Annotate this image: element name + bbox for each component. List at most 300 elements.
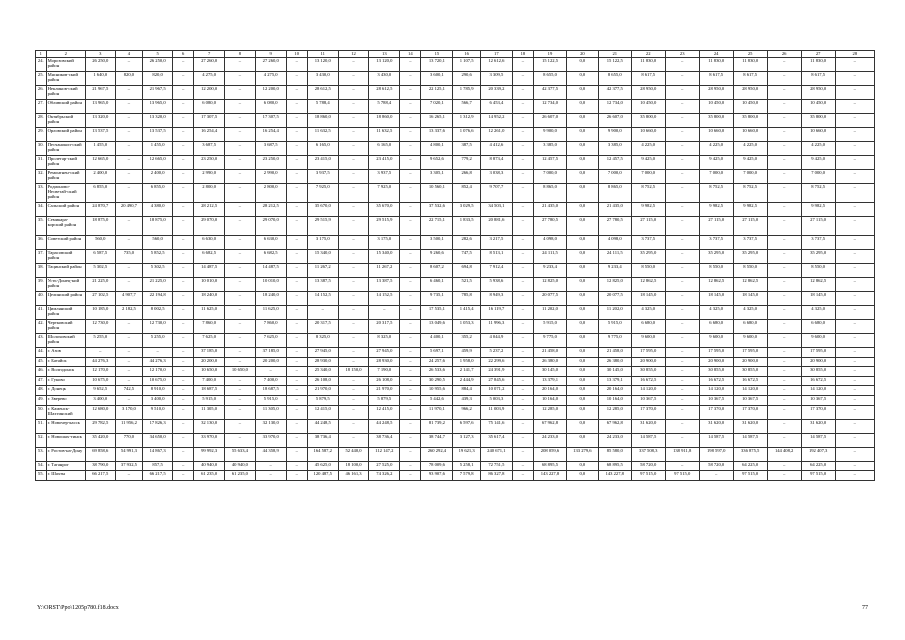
table-cell: – bbox=[400, 433, 421, 447]
table-cell: 21 967,5 bbox=[85, 86, 115, 100]
table-cell: 5 255,0 bbox=[143, 334, 173, 348]
district-name: Семикара-корский район bbox=[46, 217, 85, 236]
table-cell: – bbox=[225, 217, 256, 236]
table-cell: 29 070,0 bbox=[255, 217, 286, 236]
table-cell: 10 367,5 bbox=[733, 395, 767, 405]
table-cell: 820,0 bbox=[115, 72, 143, 86]
table-cell: – bbox=[338, 357, 369, 367]
table-cell: 2 141,7 bbox=[453, 367, 481, 377]
table-cell: 11 202,0 bbox=[534, 306, 567, 320]
table-cell: 18 860,0 bbox=[369, 114, 400, 128]
table-cell: 7 579,8 bbox=[453, 471, 481, 481]
table-row bbox=[36, 405, 875, 419]
table-cell: – bbox=[369, 306, 400, 320]
table-cell: – bbox=[225, 250, 256, 264]
table-cell: 10 955,6 bbox=[421, 386, 453, 396]
table-cell: – bbox=[338, 376, 369, 386]
table-cell: – bbox=[512, 405, 533, 419]
table-cell: 11 996,3 bbox=[480, 320, 512, 334]
table-cell: 8 752,5 bbox=[631, 184, 665, 203]
table-cell: 16 254,4 bbox=[194, 128, 225, 142]
table-cell: 19 621,3 bbox=[453, 447, 481, 461]
column-number: 23 bbox=[665, 51, 699, 58]
table-cell: 21 225,0 bbox=[143, 278, 173, 292]
table-cell: – bbox=[286, 142, 307, 156]
table-cell: – bbox=[225, 156, 256, 170]
table-cell: 14 867,3 bbox=[143, 447, 173, 461]
table-cell: – bbox=[115, 278, 143, 292]
district-name: г. Донецк bbox=[46, 386, 85, 396]
table-cell: 260 292,4 bbox=[421, 447, 453, 461]
table-cell: 857,5 bbox=[143, 461, 173, 471]
table-cell: 0,0 bbox=[566, 386, 598, 396]
table-cell: 11 267,2 bbox=[307, 264, 338, 278]
row-number: 27. bbox=[36, 100, 47, 114]
table-cell: – bbox=[115, 376, 143, 386]
table-cell: – bbox=[835, 278, 874, 292]
table-cell: 4 325,0 bbox=[699, 306, 733, 320]
table-cell: – bbox=[665, 292, 699, 306]
table-cell: – bbox=[400, 250, 421, 264]
table-cell: 10 660,0 bbox=[733, 128, 767, 142]
table-cell: – bbox=[225, 58, 256, 72]
table-cell: 0,0 bbox=[566, 433, 598, 447]
district-name: Песчанокоп-ский район bbox=[46, 142, 85, 156]
table-cell: 387,5 bbox=[453, 142, 481, 156]
table-cell: – bbox=[172, 278, 193, 292]
table-cell: – bbox=[400, 461, 421, 471]
table-cell: 355,2 bbox=[453, 334, 481, 348]
table-cell: 5 938,6 bbox=[480, 278, 512, 292]
table-cell: 26 380,0 bbox=[534, 357, 567, 367]
table-cell: 28 950,0 bbox=[801, 86, 835, 100]
table-cell: 42 377,5 bbox=[598, 86, 631, 100]
table-cell: 17 826,3 bbox=[143, 419, 173, 433]
table-cell: 33 970,0 bbox=[194, 433, 225, 447]
table-cell: 13 387,5 bbox=[369, 278, 400, 292]
table-cell: 3 170,0 bbox=[115, 405, 143, 419]
table-cell: – bbox=[767, 203, 801, 217]
table-cell: – bbox=[85, 348, 115, 358]
column-number: 9 bbox=[255, 51, 286, 58]
table-cell: – bbox=[665, 419, 699, 433]
table-cell: 0,0 bbox=[566, 203, 598, 217]
table-cell: 10 367,5 bbox=[631, 395, 665, 405]
table-cell: 35 295,0 bbox=[801, 250, 835, 264]
table-cell: 12 730,0 bbox=[143, 320, 173, 334]
table-cell: – bbox=[286, 471, 307, 481]
district-name: г. Гуково bbox=[46, 376, 85, 386]
row-number: 26. bbox=[36, 86, 47, 100]
table-cell: 38 736,4 bbox=[307, 433, 338, 447]
column-number: 7 bbox=[194, 51, 225, 58]
table-cell: 15 340,0 bbox=[369, 250, 400, 264]
table-cell: – bbox=[767, 348, 801, 358]
table-row bbox=[36, 376, 875, 386]
page-number: 77 bbox=[862, 605, 868, 611]
column-number: 18 bbox=[512, 51, 533, 58]
table-cell: – bbox=[115, 217, 143, 236]
table-cell: 8 607,2 bbox=[421, 264, 453, 278]
table-cell: 27 525,0 bbox=[369, 461, 400, 471]
table-cell: 7 020,1 bbox=[421, 100, 453, 114]
table-cell: 24 870,7 bbox=[85, 203, 115, 217]
table-cell: – bbox=[172, 184, 193, 203]
table-cell: – bbox=[286, 405, 307, 419]
table-cell: – bbox=[767, 236, 801, 250]
table-cell: 560,0 bbox=[143, 236, 173, 250]
table-cell: 35 800,0 bbox=[699, 114, 733, 128]
table-cell: 6 855,0 bbox=[143, 184, 173, 203]
table-cell: – bbox=[665, 320, 699, 334]
table-row bbox=[36, 461, 875, 471]
table-cell: 6 597,6 bbox=[453, 419, 481, 433]
table-cell: – bbox=[400, 142, 421, 156]
table-cell: 4 275,0 bbox=[194, 72, 225, 86]
table-cell: – bbox=[835, 184, 874, 203]
row-number: 25. bbox=[36, 72, 47, 86]
table-cell: 6 682,5 bbox=[194, 250, 225, 264]
table-cell: – bbox=[512, 386, 533, 396]
table-cell: 1 455,0 bbox=[85, 142, 115, 156]
table-cell: 7 000,0 bbox=[801, 170, 835, 184]
table-cell: – bbox=[767, 334, 801, 348]
table-cell: – bbox=[665, 170, 699, 184]
table-cell: 46 161,3 bbox=[338, 471, 369, 481]
table-cell: – bbox=[512, 447, 533, 461]
table-cell: – bbox=[512, 433, 533, 447]
table-cell: – bbox=[338, 100, 369, 114]
table-cell: 521,5 bbox=[453, 278, 481, 292]
table-cell: – bbox=[286, 419, 307, 433]
table-cell: 97 515,0 bbox=[733, 471, 767, 481]
table-row bbox=[36, 334, 875, 348]
table-cell: – bbox=[225, 386, 256, 396]
table-cell: – bbox=[400, 203, 421, 217]
table-cell: – bbox=[512, 72, 533, 86]
table-cell: – bbox=[665, 367, 699, 377]
table-row bbox=[36, 395, 875, 405]
table-cell: 30 855,0 bbox=[699, 367, 733, 377]
table-cell: 13 320,0 bbox=[85, 114, 115, 128]
table-cell: – bbox=[172, 170, 193, 184]
table-cell: 5 442,6 bbox=[421, 395, 453, 405]
table-cell: 30 145,0 bbox=[598, 367, 631, 377]
table-cell: 1 455,0 bbox=[143, 142, 173, 156]
table-cell: – bbox=[286, 376, 307, 386]
table-cell: 3 217,5 bbox=[480, 236, 512, 250]
table-cell: 24 391,9 bbox=[480, 367, 512, 377]
table-cell: 30 290,5 bbox=[421, 376, 453, 386]
table-cell: – bbox=[286, 447, 307, 461]
table-cell: 54 991,3 bbox=[115, 447, 143, 461]
district-name: Октябрьский район bbox=[46, 114, 85, 128]
table-cell: 20 881,6 bbox=[480, 217, 512, 236]
table-cell: 16 119,7 bbox=[480, 306, 512, 320]
table-cell: 10 450,0 bbox=[733, 100, 767, 114]
table-cell: – bbox=[512, 306, 533, 320]
table-cell: 3 737,5 bbox=[733, 236, 767, 250]
table-cell: 11 632,5 bbox=[369, 128, 400, 142]
table-cell: – bbox=[172, 264, 193, 278]
table-cell: 7 000,0 bbox=[733, 170, 767, 184]
table-cell: – bbox=[225, 203, 256, 217]
table-cell: 35 800,0 bbox=[801, 114, 835, 128]
table-cell: 18 145,0 bbox=[733, 292, 767, 306]
column-number: 5 bbox=[143, 51, 173, 58]
table-cell: – bbox=[767, 278, 801, 292]
table-cell: 6 680,0 bbox=[801, 320, 835, 334]
row-number: 53. bbox=[36, 447, 47, 461]
table-cell: – bbox=[665, 142, 699, 156]
table-cell: – bbox=[767, 86, 801, 100]
table-cell: – bbox=[172, 334, 193, 348]
table-cell: – bbox=[172, 376, 193, 386]
table-cell: 28 950,0 bbox=[631, 86, 665, 100]
table-cell: – bbox=[400, 357, 421, 367]
table-cell: 27 115,0 bbox=[801, 217, 835, 236]
table-cell: 3 309,5 bbox=[480, 72, 512, 86]
table-cell: – bbox=[767, 100, 801, 114]
table-cell: 99 992,3 bbox=[194, 447, 225, 461]
table-cell: – bbox=[307, 306, 338, 320]
table-cell: – bbox=[115, 114, 143, 128]
district-name: г. Волгодонск bbox=[46, 367, 85, 377]
table-cell: – bbox=[172, 58, 193, 72]
table-cell: 0,0 bbox=[566, 419, 598, 433]
table-cell: – bbox=[286, 184, 307, 203]
row-number: 29. bbox=[36, 128, 47, 142]
table-cell: 7 625,0 bbox=[194, 334, 225, 348]
table-row bbox=[36, 203, 875, 217]
table-cell: 28 950,0 bbox=[699, 86, 733, 100]
table-cell: 10 367,5 bbox=[801, 395, 835, 405]
table-cell: – bbox=[835, 203, 874, 217]
table-cell: 12 734,0 bbox=[534, 100, 567, 114]
table-cell: 13 379,1 bbox=[534, 376, 567, 386]
row-number: 51. bbox=[36, 419, 47, 433]
table-cell: 18 100,0 bbox=[338, 461, 369, 471]
column-number: 24 bbox=[699, 51, 733, 58]
table-row bbox=[36, 357, 875, 367]
table-cell: 4 225,0 bbox=[631, 142, 665, 156]
table-cell: – bbox=[172, 292, 193, 306]
table-cell: 10 164,0 bbox=[534, 395, 567, 405]
table-cell: – bbox=[172, 217, 193, 236]
table-cell: – bbox=[400, 217, 421, 236]
table-cell: 164 587,2 bbox=[307, 447, 338, 461]
table-cell: 4 098,0 bbox=[598, 236, 631, 250]
row-number: 44. bbox=[36, 348, 47, 358]
table-cell: 112 147,2 bbox=[369, 447, 400, 461]
table-cell: 133 279,6 bbox=[566, 447, 598, 461]
table-cell: 97 515,0 bbox=[801, 471, 835, 481]
table-cell: 0,0 bbox=[566, 461, 598, 471]
table-cell: 6 165,0 bbox=[369, 142, 400, 156]
table-cell: – bbox=[767, 386, 801, 396]
table-cell: – bbox=[286, 395, 307, 405]
table-row bbox=[36, 419, 875, 433]
table-cell: – bbox=[835, 376, 874, 386]
table-cell: 10 675,0 bbox=[85, 376, 115, 386]
table-cell: 0,0 bbox=[566, 357, 598, 367]
table-cell: 138 911,8 bbox=[665, 447, 699, 461]
table-cell: 20 339,2 bbox=[480, 86, 512, 100]
table-cell: 4 907,7 bbox=[115, 292, 143, 306]
table-cell: 16 672,5 bbox=[733, 376, 767, 386]
district-name: Советский район bbox=[46, 236, 85, 250]
table-cell: 0,0 bbox=[566, 217, 598, 236]
table-cell: 694,8 bbox=[453, 264, 481, 278]
column-number: 6 bbox=[172, 51, 193, 58]
table-cell: 66 217,5 bbox=[143, 471, 173, 481]
table-cell: 8 655,0 bbox=[534, 72, 567, 86]
table-cell: 17 307,5 bbox=[194, 114, 225, 128]
table-cell: – bbox=[767, 405, 801, 419]
table-cell: 24 233,0 bbox=[534, 433, 567, 447]
table-cell: – bbox=[400, 471, 421, 481]
table-cell: – bbox=[400, 236, 421, 250]
table-cell: 21 458,0 bbox=[534, 348, 567, 358]
table-cell: 10 450,0 bbox=[631, 100, 665, 114]
district-name: Чертковский район bbox=[46, 320, 85, 334]
table-cell: 0,0 bbox=[566, 320, 598, 334]
table-cell: – bbox=[338, 292, 369, 306]
column-number: 21 bbox=[598, 51, 631, 58]
column-number: 2 bbox=[46, 51, 85, 58]
row-number: 39. bbox=[36, 278, 47, 292]
table-cell: 8 752,5 bbox=[699, 184, 733, 203]
table-cell: – bbox=[835, 156, 874, 170]
table-cell: – bbox=[338, 72, 369, 86]
table-cell: 17 307,5 bbox=[255, 114, 286, 128]
table-cell: 21 225,0 bbox=[85, 278, 115, 292]
table-cell: – bbox=[225, 357, 256, 367]
table-cell: 24 257,6 bbox=[421, 357, 453, 367]
table-cell: 6 680,0 bbox=[631, 320, 665, 334]
table-cell: 5 915,0 bbox=[255, 395, 286, 405]
table-cell: 21 970,0 bbox=[307, 386, 338, 396]
table-cell: – bbox=[225, 419, 256, 433]
table-cell: 10 071,2 bbox=[480, 386, 512, 396]
table-cell: 5 697,1 bbox=[421, 348, 453, 358]
table-cell: 735,0 bbox=[115, 250, 143, 264]
table-cell: 13 120,0 bbox=[369, 58, 400, 72]
table-cell: 3 175,0 bbox=[307, 236, 338, 250]
table-cell: 12 862,5 bbox=[801, 278, 835, 292]
column-number: 26 bbox=[767, 51, 801, 58]
table-cell: – bbox=[400, 278, 421, 292]
table-cell: – bbox=[338, 170, 369, 184]
table-cell: – bbox=[835, 419, 874, 433]
table-cell: 7 925,0 bbox=[307, 184, 338, 203]
table-cell: – bbox=[665, 72, 699, 86]
table-cell: 6 165,0 bbox=[307, 142, 338, 156]
table-cell: 61 235,0 bbox=[194, 471, 225, 481]
table-row bbox=[36, 250, 875, 264]
row-number: 32. bbox=[36, 170, 47, 184]
table-cell: 10 660,0 bbox=[699, 128, 733, 142]
table-cell: 35 295,0 bbox=[699, 250, 733, 264]
table-cell: – bbox=[665, 405, 699, 419]
table-cell: – bbox=[767, 264, 801, 278]
column-number: 11 bbox=[307, 51, 338, 58]
column-number: 12 bbox=[338, 51, 369, 58]
table-cell: – bbox=[172, 156, 193, 170]
table-cell: 6 855,0 bbox=[85, 184, 115, 203]
table-cell: – bbox=[255, 471, 286, 481]
table-cell: 29 070,0 bbox=[194, 217, 225, 236]
table-cell: 44 276,3 bbox=[85, 357, 115, 367]
table-cell: – bbox=[400, 264, 421, 278]
table-row bbox=[36, 447, 875, 461]
table-cell: – bbox=[143, 348, 173, 358]
table-cell: 9 600,0 bbox=[801, 334, 835, 348]
table-cell: – bbox=[835, 306, 874, 320]
table-cell: 14 487,5 bbox=[194, 264, 225, 278]
table-cell: 12 612,6 bbox=[480, 58, 512, 72]
table-cell: – bbox=[286, 236, 307, 250]
table-cell: – bbox=[835, 100, 874, 114]
table-cell: 17 370,0 bbox=[733, 405, 767, 419]
table-cell: – bbox=[835, 236, 874, 250]
table-cell: – bbox=[767, 461, 801, 471]
table-cell: 18 875,0 bbox=[143, 217, 173, 236]
table-cell: – bbox=[665, 86, 699, 100]
table-cell: 6 587,5 bbox=[85, 250, 115, 264]
table-cell: 21 970,0 bbox=[369, 386, 400, 396]
table-row bbox=[36, 156, 875, 170]
table-row bbox=[36, 264, 875, 278]
table-cell: 12 200,0 bbox=[255, 86, 286, 100]
table-cell: 192 407,3 bbox=[801, 447, 835, 461]
table-cell: – bbox=[512, 100, 533, 114]
table-cell: 22 194,8 bbox=[143, 292, 173, 306]
table-cell: 12 862,5 bbox=[733, 278, 767, 292]
table-cell: – bbox=[286, 386, 307, 396]
table-cell: 8 865,0 bbox=[598, 184, 631, 203]
table-cell: – bbox=[286, 320, 307, 334]
table-cell: 7 400,0 bbox=[194, 376, 225, 386]
table-cell: – bbox=[225, 142, 256, 156]
table-cell: 14 152,5 bbox=[307, 292, 338, 306]
district-name: г. Зверево bbox=[46, 395, 85, 405]
table-cell: – bbox=[665, 184, 699, 203]
table-cell: – bbox=[835, 334, 874, 348]
table-cell: 5 852,5 bbox=[143, 250, 173, 264]
table-cell: 12 665,0 bbox=[85, 156, 115, 170]
table-cell: – bbox=[767, 114, 801, 128]
table-cell: 30 855,0 bbox=[631, 367, 665, 377]
table-cell: 86 327,8 bbox=[480, 471, 512, 481]
table-cell: 9 425,0 bbox=[733, 156, 767, 170]
table-cell: 3 175,0 bbox=[369, 236, 400, 250]
table-cell: 560,0 bbox=[85, 236, 115, 250]
table-cell: 21 435,0 bbox=[598, 203, 631, 217]
table-cell: – bbox=[225, 334, 256, 348]
table-cell: 28 612,5 bbox=[307, 86, 338, 100]
table-cell: 1 785,9 bbox=[453, 86, 481, 100]
table-cell: 64 225,0 bbox=[733, 461, 767, 471]
table-cell: 290,6 bbox=[453, 72, 481, 86]
table-cell: – bbox=[172, 128, 193, 142]
district-name: Тацинский район bbox=[46, 264, 85, 278]
table-cell: 21 967,5 bbox=[143, 86, 173, 100]
table-cell: 2 182,5 bbox=[115, 306, 143, 320]
table-cell: – bbox=[767, 142, 801, 156]
table-cell: 10 010,0 bbox=[255, 278, 286, 292]
table-cell: 18 145,0 bbox=[631, 292, 665, 306]
